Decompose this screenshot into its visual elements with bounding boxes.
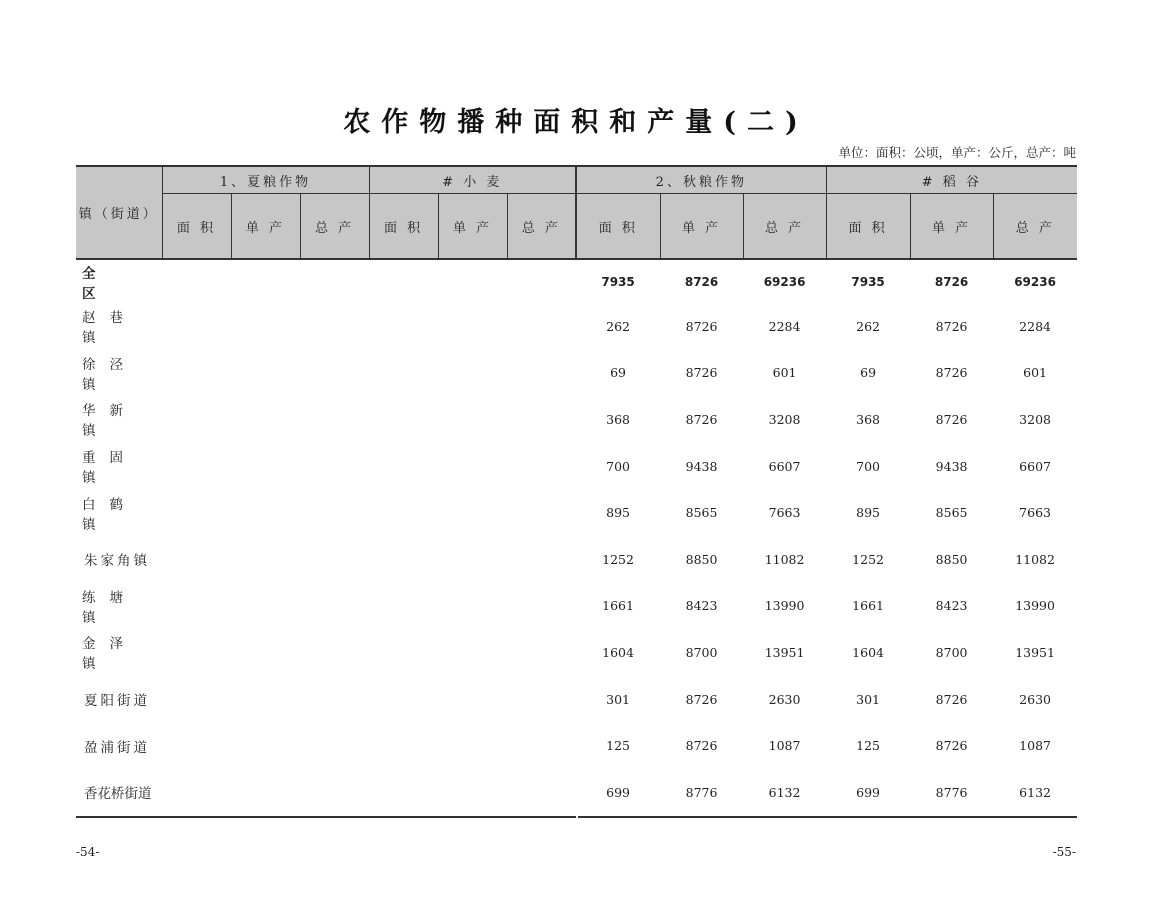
cell-value — [438, 259, 507, 303]
row-name: 夏阳街道 — [84, 693, 150, 710]
cell-value — [231, 259, 300, 303]
cell-value: 7935 — [601, 274, 635, 289]
cell-value — [300, 536, 369, 583]
cell-value: 8726 — [935, 738, 968, 754]
table-row — [76, 536, 1077, 583]
cell-value: 699 — [856, 784, 880, 800]
cell-value — [231, 303, 300, 350]
cell-value: 8726 — [685, 738, 718, 754]
row-name: 赵巷镇 — [82, 310, 137, 347]
cell-value: 13951 — [1015, 644, 1055, 660]
row-name: 盈浦街道 — [84, 739, 150, 756]
cell-value: 11082 — [764, 551, 805, 567]
cell-value: 1604 — [602, 644, 634, 660]
cell-value — [507, 676, 576, 723]
cell-value — [438, 303, 507, 350]
cell-value — [162, 303, 231, 350]
sub-header: 面 积 — [576, 194, 660, 260]
cell-value: 1661 — [852, 598, 884, 614]
cell-value — [231, 396, 300, 443]
bottom-rule — [76, 816, 576, 818]
cell-value — [369, 676, 438, 723]
cell-value: 3208 — [1019, 411, 1051, 427]
cell-value — [300, 583, 369, 630]
cell-value — [162, 489, 231, 536]
crop-table — [76, 165, 1077, 816]
cell-value: 69 — [860, 365, 877, 381]
cell-value — [507, 722, 576, 769]
cell-value: 13990 — [764, 598, 805, 614]
table-body — [76, 259, 1077, 816]
cell-value — [162, 769, 231, 816]
page-number-right: -55- — [1052, 845, 1076, 859]
cell-value: 7935 — [851, 274, 885, 289]
cell-value: 8726 — [934, 274, 969, 289]
table-row — [76, 259, 1077, 303]
cell-value: 8423 — [935, 598, 968, 614]
cell-value — [231, 350, 300, 397]
sub-header: 面 积 — [369, 194, 438, 260]
cell-value — [507, 396, 576, 443]
cell-value — [300, 259, 369, 303]
cell-value — [438, 722, 507, 769]
cell-value — [507, 769, 576, 816]
cell-value: 8776 — [935, 784, 968, 800]
cell-value — [438, 350, 507, 397]
cell-value — [231, 676, 300, 723]
cell-value — [507, 489, 576, 536]
cell-value: 8726 — [935, 691, 968, 707]
cell-value: 601 — [772, 365, 797, 381]
cell-value: 8776 — [685, 784, 718, 800]
sub-header: 面 积 — [826, 194, 910, 260]
table-row — [76, 769, 1077, 816]
cell-value: 1087 — [768, 738, 801, 754]
cell-value — [231, 583, 300, 630]
cell-value: 8726 — [685, 318, 718, 334]
cell-value — [369, 396, 438, 443]
page-number-left: -54- — [76, 845, 100, 859]
cell-value: 6132 — [1019, 784, 1051, 800]
cell-value — [300, 489, 369, 536]
cell-value — [507, 350, 576, 397]
group-header-rice: # 稻 谷 — [826, 166, 1077, 194]
cell-value — [231, 536, 300, 583]
cell-value: 301 — [606, 691, 630, 707]
cell-value: 7663 — [768, 505, 801, 521]
cell-value — [438, 443, 507, 490]
cell-value: 8726 — [935, 318, 968, 334]
table-row — [76, 443, 1077, 490]
cell-value — [507, 443, 576, 490]
cell-value — [507, 259, 576, 303]
cell-value — [231, 629, 300, 676]
row-label-header: 镇（街道） — [76, 166, 162, 259]
cell-value: 11082 — [1015, 551, 1055, 567]
cell-value — [162, 350, 231, 397]
cell-value — [162, 536, 231, 583]
table-row — [76, 583, 1077, 630]
cell-value: 1252 — [602, 551, 634, 567]
cell-value: 13951 — [764, 644, 805, 660]
row-name: 徐泾镇 — [82, 356, 137, 393]
cell-value — [300, 350, 369, 397]
cell-value: 69 — [610, 365, 627, 381]
table-row — [76, 676, 1077, 723]
cell-value — [369, 303, 438, 350]
cell-value: 8700 — [935, 644, 968, 660]
sub-header: 总 产 — [300, 194, 369, 260]
table-row — [76, 629, 1077, 676]
cell-value — [438, 583, 507, 630]
cell-value: 7663 — [1019, 505, 1051, 521]
sub-header: 总 产 — [743, 194, 826, 260]
cell-value: 3208 — [768, 411, 801, 427]
row-name: 香花桥街道 — [84, 786, 152, 803]
cell-value: 301 — [856, 691, 880, 707]
group-header-summer: 1、夏粮作物 — [162, 166, 369, 194]
cell-value: 700 — [856, 458, 880, 474]
cell-value: 13990 — [1015, 598, 1055, 614]
cell-value — [300, 629, 369, 676]
cell-value: 8565 — [935, 505, 968, 521]
cell-value — [231, 489, 300, 536]
group-header-autumn: 2、秋粮作物 — [576, 166, 826, 194]
cell-value: 262 — [606, 318, 630, 334]
cell-value — [162, 583, 231, 630]
cell-value: 8726 — [935, 411, 968, 427]
cell-value: 125 — [856, 738, 880, 754]
bottom-rule — [578, 816, 1077, 818]
row-name: 全区 — [82, 265, 136, 302]
cell-value: 8726 — [935, 365, 968, 381]
cell-value: 6607 — [768, 458, 801, 474]
cell-value: 8423 — [685, 598, 718, 614]
cell-value — [507, 536, 576, 583]
cell-value: 1087 — [1019, 738, 1051, 754]
row-name: 白鹤镇 — [82, 496, 137, 533]
cell-value: 69236 — [1014, 274, 1056, 289]
row-name: 金泽镇 — [82, 636, 137, 673]
cell-value: 601 — [1023, 365, 1048, 381]
cell-value: 700 — [606, 458, 630, 474]
sub-header: 单 产 — [231, 194, 300, 260]
cell-value: 262 — [856, 318, 880, 334]
table-row — [76, 489, 1077, 536]
cell-value: 69236 — [763, 274, 806, 289]
cell-value: 9438 — [935, 458, 968, 474]
cell-value — [438, 489, 507, 536]
cell-value: 8726 — [684, 274, 719, 289]
cell-value: 8700 — [685, 644, 718, 660]
cell-value — [507, 583, 576, 630]
cell-value — [300, 303, 369, 350]
cell-value: 2630 — [768, 691, 801, 707]
cell-value: 125 — [606, 738, 630, 754]
table-row — [76, 396, 1077, 443]
table-row — [76, 350, 1077, 397]
cell-value — [438, 769, 507, 816]
cell-value — [162, 676, 231, 723]
cell-value — [231, 769, 300, 816]
cell-value — [162, 629, 231, 676]
cell-value: 8850 — [935, 551, 968, 567]
sub-header: 总 产 — [993, 194, 1077, 260]
cell-value — [162, 443, 231, 490]
cell-value: 8850 — [685, 551, 718, 567]
cell-value — [369, 583, 438, 630]
cell-value — [369, 443, 438, 490]
cell-value — [369, 489, 438, 536]
cell-value — [300, 676, 369, 723]
unit-note: 单位：面积：公顷，单产：公斤，总产：吨 — [838, 145, 1076, 160]
cell-value — [231, 722, 300, 769]
cell-value: 368 — [856, 411, 880, 427]
cell-value — [369, 629, 438, 676]
table-row — [76, 303, 1077, 350]
cell-value: 895 — [606, 505, 630, 521]
row-name: 朱家角镇 — [84, 553, 150, 570]
cell-value — [438, 396, 507, 443]
cell-value — [300, 396, 369, 443]
cell-value — [300, 722, 369, 769]
cell-value — [300, 443, 369, 490]
cell-value — [300, 769, 369, 816]
cell-value — [369, 722, 438, 769]
cell-value — [162, 722, 231, 769]
cell-value — [438, 629, 507, 676]
cell-value — [369, 536, 438, 583]
cell-value — [438, 676, 507, 723]
row-name: 重固镇 — [82, 450, 137, 487]
cell-value: 699 — [606, 784, 630, 800]
sub-header: 单 产 — [910, 194, 993, 260]
cell-value: 8726 — [685, 411, 718, 427]
cell-value: 2630 — [1019, 691, 1051, 707]
cell-value — [507, 629, 576, 676]
cell-value — [162, 259, 231, 303]
cell-value: 2284 — [1019, 318, 1051, 334]
cell-value: 895 — [856, 505, 880, 521]
cell-value: 8726 — [685, 691, 718, 707]
page-title: 农作物播种面积和产量(二) — [343, 107, 809, 138]
cell-value: 1604 — [852, 644, 884, 660]
row-name: 华新镇 — [82, 403, 137, 440]
sub-header: 单 产 — [660, 194, 743, 260]
cell-value: 1252 — [852, 551, 884, 567]
row-name: 练塘镇 — [82, 589, 137, 626]
cell-value — [369, 769, 438, 816]
sub-header: 单 产 — [438, 194, 507, 260]
cell-value: 368 — [606, 411, 630, 427]
sub-header: 面 积 — [162, 194, 231, 260]
cell-value — [162, 396, 231, 443]
cell-value: 6132 — [768, 784, 801, 800]
group-header-wheat: # 小 麦 — [369, 166, 576, 194]
cell-value — [231, 443, 300, 490]
cell-value: 9438 — [685, 458, 718, 474]
cell-value — [369, 259, 438, 303]
table-row — [76, 722, 1077, 769]
cell-value: 6607 — [1019, 458, 1051, 474]
cell-value — [438, 536, 507, 583]
sub-header: 总 产 — [507, 194, 576, 260]
cell-value: 8565 — [685, 505, 718, 521]
cell-value — [369, 350, 438, 397]
cell-value: 2284 — [768, 318, 801, 334]
cell-value — [507, 303, 576, 350]
cell-value: 1661 — [602, 598, 634, 614]
cell-value: 8726 — [685, 365, 718, 381]
